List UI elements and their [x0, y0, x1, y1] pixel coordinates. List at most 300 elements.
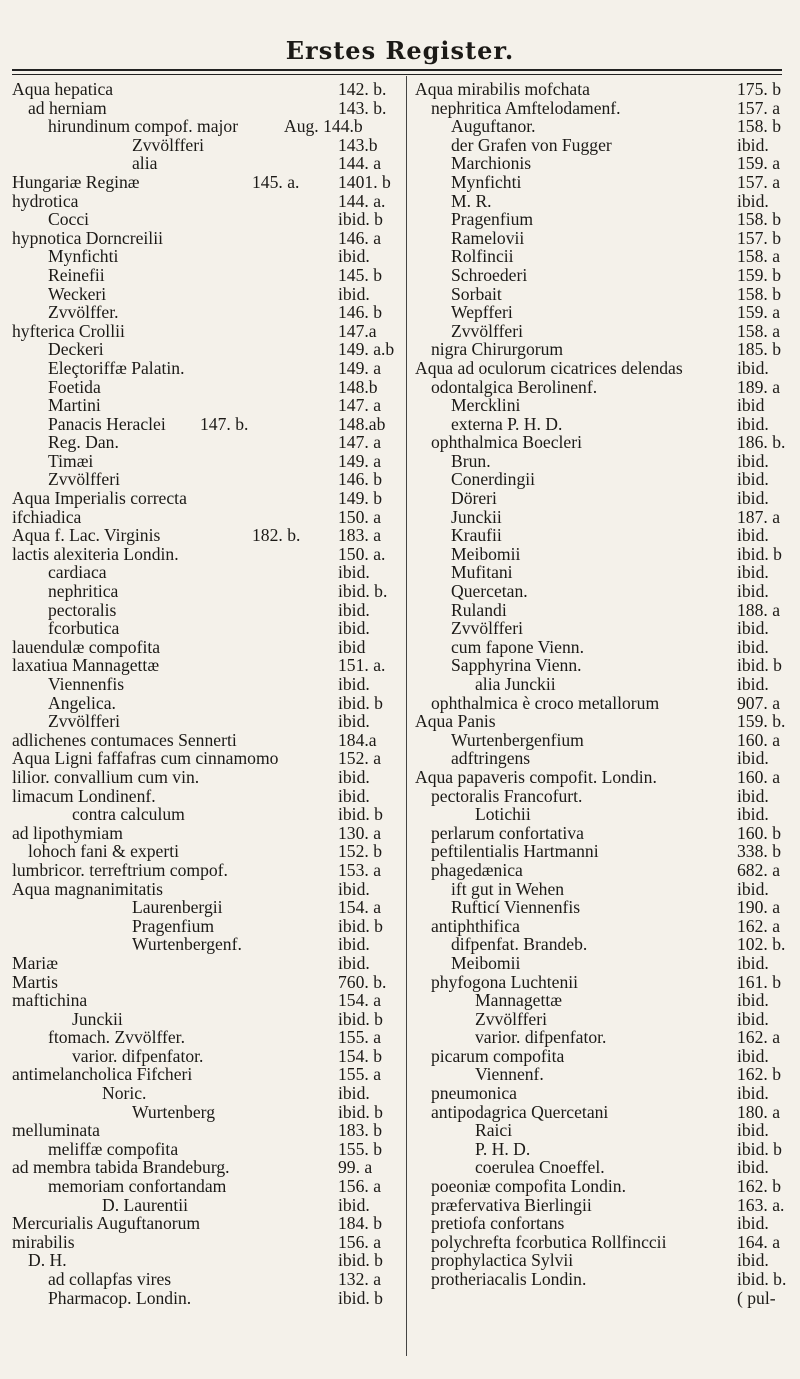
entry-page-ref: 160. a	[737, 729, 780, 750]
entry-term: Mannagettæ	[475, 990, 562, 1011]
entry-page-ref: 157. a	[737, 97, 780, 118]
entry-page-ref: ibid. b	[338, 692, 383, 713]
entry-term: der Grafen von Fugger	[451, 134, 612, 155]
entry-term: odontalgica Berolinenf.	[431, 376, 598, 397]
index-entry	[12, 1270, 400, 1289]
entry-page-ref: ibid. b.	[338, 581, 388, 602]
entry-term: Mariæ	[12, 952, 58, 973]
entry-page-ref: ibid.	[737, 134, 769, 155]
entry-page-ref: 158. a	[737, 320, 780, 341]
entry-term: Sapphyrina Vienn.	[451, 655, 582, 676]
index-entry	[12, 1233, 400, 1252]
entry-page-ref: ibid.	[338, 599, 370, 620]
index-entry	[415, 1140, 795, 1159]
entry-page-ref: 149. a	[338, 450, 381, 471]
entry-term: cum fapone Vienn.	[451, 636, 584, 657]
index-entry	[12, 508, 400, 527]
entry-page-ref: 147. a	[338, 395, 381, 416]
entry-page-ref: 183. a	[338, 525, 381, 546]
entry-page-ref: ibid.	[338, 785, 370, 806]
entry-term: Aqua Panis	[415, 711, 496, 732]
entry-page-ref: ibid.	[338, 711, 370, 732]
entry-page-ref: 190. a	[737, 897, 780, 918]
entry-term: Sorbait	[451, 283, 502, 304]
entry-page-ref: ibid.	[338, 283, 370, 304]
index-entry	[415, 787, 795, 806]
index-entry	[415, 359, 795, 378]
index-entry	[12, 1177, 400, 1196]
entry-term: maftichina	[12, 990, 88, 1011]
entry-term: Martis	[12, 971, 58, 992]
entry-page-ref: 150. a	[338, 506, 381, 527]
entry-term: hydrotica	[12, 190, 79, 211]
entry-page-ref: ibid.	[737, 952, 769, 973]
entry-page-ref: 130. a	[338, 822, 381, 843]
index-entry	[415, 768, 795, 787]
index-entry	[12, 396, 400, 415]
entry-page-ref: ibid.	[338, 674, 370, 694]
entry-page-ref: ibid.	[737, 450, 769, 471]
index-entry	[415, 861, 795, 880]
entry-term: Meibomii	[451, 543, 521, 564]
entry-term: ifchiadica	[12, 506, 82, 527]
entry-page-ref: ibid.	[737, 1045, 769, 1066]
entry-term: Raici	[475, 1120, 513, 1141]
index-entry	[415, 638, 795, 657]
index-entry	[415, 117, 795, 136]
index-entry	[12, 322, 400, 341]
index-entry	[12, 954, 400, 973]
entry-term: ftomach. Zvvölffer.	[48, 1027, 185, 1048]
entry-page-ref: 183. b	[338, 1120, 382, 1141]
entry-term: lauendulæ compofita	[12, 636, 161, 657]
entry-term: varior. difpenfator.	[72, 1045, 204, 1066]
entry-term: Aqua ad oculorum cicatrices delendas	[415, 357, 683, 378]
index-entry	[12, 1047, 400, 1066]
entry-term: ad membra tabida Brandeburg.	[12, 1157, 230, 1178]
entry-term: Viennenfis	[48, 674, 125, 694]
entry-page-ref: ibid. b	[737, 655, 782, 676]
entry-page-ref: ibid.	[338, 934, 370, 955]
entry-term: picarum compofita	[431, 1045, 565, 1066]
entry-term: melluminata	[12, 1120, 100, 1141]
entry-term: Zvvölfferi	[451, 618, 523, 639]
entry-page-ref: ibid.	[338, 878, 370, 899]
entry-page-ref: ibid.	[737, 618, 769, 639]
index-entry	[12, 359, 400, 378]
entry-page-ref: ibid. b	[338, 1008, 383, 1029]
entry-page-ref: ibid.	[737, 878, 769, 899]
entry-page-ref: ibid.	[737, 1213, 769, 1234]
entry-page-ref: ibid.	[737, 674, 769, 694]
entry-page-ref: 682. a	[737, 859, 780, 880]
entry-term: Quercetan.	[451, 581, 528, 602]
index-entry	[415, 601, 795, 620]
entry-page-ref: 151. a.	[338, 655, 386, 676]
entry-term: polychrefta fcorbutica Rollfinccii	[431, 1231, 667, 1252]
entry-page-ref: 184. b	[338, 1213, 382, 1234]
index-entry	[12, 452, 400, 471]
entry-term: ophthalmica è croco metallorum	[431, 692, 660, 713]
entry-term: meliffæ compofita	[48, 1138, 179, 1159]
index-entry	[12, 731, 400, 750]
index-entry	[12, 266, 400, 285]
index-entry	[12, 285, 400, 304]
index-entry	[12, 787, 400, 806]
index-entry	[12, 303, 400, 322]
entry-term: perlarum confortativa	[431, 822, 584, 843]
entry-page-ref: ibid.	[737, 357, 769, 378]
index-entry	[12, 229, 400, 248]
index-entry	[12, 768, 400, 787]
index-entry	[12, 1028, 400, 1047]
index-entry	[12, 1140, 400, 1159]
index-entry	[12, 117, 400, 136]
index-entry	[12, 1103, 400, 1122]
entry-page-ref: 185. b	[737, 339, 781, 360]
entry-term: Kraufii	[451, 525, 502, 546]
index-entry	[415, 415, 795, 434]
entry-page-ref: ibid.	[737, 1083, 769, 1104]
entry-page-ref: ibid. b	[338, 915, 383, 936]
entry-term: Timæi	[48, 450, 94, 471]
index-entry	[415, 210, 795, 229]
index-entry	[415, 675, 795, 694]
entry-term: Zvvölffer.	[48, 302, 119, 323]
index-entry	[415, 1251, 795, 1270]
index-entry	[12, 192, 400, 211]
index-entry	[12, 917, 400, 936]
entry-term: pectoralis Francofurt.	[431, 785, 583, 806]
entry-page-ref: 148.ab	[338, 413, 386, 434]
entry-page-ref: ibid.	[737, 990, 769, 1011]
entry-page-ref: 149. a.b	[338, 339, 395, 360]
entry-term: Rulandi	[451, 599, 507, 620]
index-entry	[415, 452, 795, 471]
index-entry	[12, 973, 400, 992]
entry-page-ref: ibid. b	[338, 1101, 383, 1122]
index-entry	[12, 935, 400, 954]
index-entry	[415, 991, 795, 1010]
entry-term: memoriam confortandam	[48, 1176, 227, 1197]
entry-page-ref: ibid.	[737, 1250, 769, 1271]
entry-term: Martini	[48, 395, 101, 416]
entry-term: Döreri	[451, 488, 497, 509]
index-entry	[12, 173, 400, 192]
entry-term: lilior. convallium cum vin.	[12, 766, 200, 787]
entry-page-ref: ibid.	[737, 804, 769, 825]
entry-term: Aqua papaveris compofit. Londin.	[415, 766, 657, 787]
index-entry	[12, 712, 400, 731]
entry-page-ref: 162. a	[737, 915, 780, 936]
entry-page-ref: 158. b	[737, 283, 781, 304]
index-entry	[12, 210, 400, 229]
entry-term: Pragenfium	[451, 209, 534, 230]
index-entry	[415, 545, 795, 564]
entry-term: ad lipothymiam	[12, 822, 123, 843]
entry-page-ref: 155. a	[338, 1064, 381, 1085]
entry-page-ref: 142. b.	[338, 79, 387, 99]
index-entry	[415, 1214, 795, 1233]
index-entry	[415, 136, 795, 155]
index-entry	[415, 1047, 795, 1066]
entry-page-ref: 150. a.	[338, 543, 386, 564]
entry-term: phagedænica	[431, 859, 523, 880]
entry-term: adftringens	[451, 748, 531, 769]
entry-term: Zvvölfferi	[48, 469, 120, 490]
index-entry	[12, 1196, 400, 1215]
entry-page-ref: ibid. b	[338, 804, 383, 825]
index-entry	[12, 656, 400, 675]
entry-page-ref: 156. a	[338, 1231, 381, 1252]
entry-term: Mercurialis Auguftanorum	[12, 1213, 201, 1234]
entry-page-ref: ibid. b	[338, 1250, 383, 1271]
index-entry	[415, 935, 795, 954]
entry-page-ref: ibid.	[737, 488, 769, 509]
index-entry	[415, 712, 795, 731]
entry-page-ref: 156. a	[338, 1176, 381, 1197]
entry-page-ref: 907. a	[737, 692, 780, 713]
entry-term: Junckii	[72, 1008, 123, 1029]
index-entry	[415, 396, 795, 415]
index-entry	[12, 861, 400, 880]
entry-page-ref: 162. b	[737, 1176, 781, 1197]
entry-term: Aqua Imperialis correcta	[12, 488, 187, 509]
index-entry	[415, 1158, 795, 1177]
index-entry	[12, 415, 400, 434]
index-entry	[415, 192, 795, 211]
entry-page-ref: ibid.	[737, 562, 769, 583]
entry-term: Schroederi	[451, 264, 528, 285]
entry-term: ophthalmica Boecleri	[431, 432, 582, 453]
index-entry	[12, 378, 400, 397]
index-entry	[415, 378, 795, 397]
index-entry	[415, 489, 795, 508]
entry-page-ref: 155. b	[338, 1138, 382, 1159]
entry-term: ad collapfas vires	[48, 1269, 172, 1289]
index-entry	[415, 526, 795, 545]
index-entry	[415, 322, 795, 341]
index-entry	[415, 1084, 795, 1103]
entry-term: Mynfichti	[451, 171, 522, 192]
index-entry	[12, 824, 400, 843]
entry-page-ref: 189. a	[737, 376, 780, 397]
entry-page-ref: 146. a	[338, 227, 381, 248]
entry-term: Zvvölfferi	[451, 320, 523, 341]
entry-term: nephritica	[48, 581, 119, 602]
index-entry	[415, 433, 795, 452]
entry-page-ref: ibid. b	[338, 209, 383, 230]
entry-term: difpenfat. Brandeb.	[451, 934, 588, 955]
index-entry	[415, 805, 795, 824]
entry-term: Reg. Dan.	[48, 432, 119, 453]
entry-term: Cocci	[48, 209, 90, 230]
entry-term: adlichenes contumaces Sennerti	[12, 729, 237, 750]
entry-page-ref: ibid. b	[338, 1287, 383, 1308]
entry-page-ref: 132. a	[338, 1269, 381, 1289]
entry-term: D. H.	[28, 1250, 67, 1271]
entry-page-ref: 143. b.	[338, 97, 387, 118]
entry-page-ref: 144. a	[338, 153, 381, 174]
entry-page-ref: ( pul-	[737, 1287, 776, 1308]
entry-term: Deckeri	[48, 339, 104, 360]
entry-page-ref: ibid. b	[737, 1138, 782, 1159]
index-entry	[415, 173, 795, 192]
entry-page-ref: 158. b	[737, 209, 781, 230]
entry-term: varior. difpenfator.	[475, 1027, 607, 1048]
index-entry	[12, 1121, 400, 1140]
index-entry	[415, 1121, 795, 1140]
right-column	[415, 80, 795, 1307]
entry-page-ref: 187. a	[737, 506, 780, 527]
entry-term: Aqua mirabilis mofchata	[415, 79, 590, 99]
entry-page-ref: ibid.	[338, 766, 370, 787]
entry-page-ref: 154. b	[338, 1045, 382, 1066]
entry-term: poeoniæ compofita Londin.	[431, 1176, 626, 1197]
entry-page-ref: ibid	[737, 395, 765, 416]
entry-term: Pragenfium	[132, 915, 215, 936]
entry-page-ref: 146. b	[338, 302, 382, 323]
entry-term: contra calculum	[72, 804, 185, 825]
entry-term: antimelancholica Fifcheri	[12, 1064, 193, 1085]
entry-term: Wurtenberg	[132, 1101, 215, 1122]
entry-page-ref: 99. a	[338, 1157, 373, 1178]
entry-page-ref: Aug. 144.b	[284, 116, 363, 137]
index-entry	[12, 340, 400, 359]
entry-term: protheriacalis Londin.	[431, 1269, 587, 1289]
index-entry	[12, 563, 400, 582]
index-entry	[415, 508, 795, 527]
entry-term: Viennenf.	[475, 1064, 544, 1085]
entry-term: ift gut in Wehen	[451, 878, 565, 899]
entry-page-ref: 152. b	[338, 841, 382, 862]
index-entry	[415, 266, 795, 285]
entry-term: Wepfferi	[451, 302, 513, 323]
entry-term: Pharmacop. Londin.	[48, 1287, 192, 1308]
entry-term: Aqua f. Lac. Virginis	[12, 525, 161, 546]
entry-term: alia Junckii	[475, 674, 556, 694]
index-entry	[415, 917, 795, 936]
index-entry	[415, 303, 795, 322]
entry-page-ref: 162. a	[737, 1027, 780, 1048]
entry-term: externa P. H. D.	[451, 413, 563, 434]
entry-page-ref: 145. b	[338, 264, 382, 285]
index-entry	[12, 898, 400, 917]
index-entry	[12, 619, 400, 638]
entry-term: prophylactica Sylvii	[431, 1250, 574, 1271]
index-entry	[12, 470, 400, 489]
entry-term: Hungariæ Reginæ	[12, 171, 140, 192]
entry-term: Conerdingii	[451, 469, 536, 490]
entry-page-ref: 147. a	[338, 432, 381, 453]
index-entry	[12, 805, 400, 824]
entry-page-ref: 164. a	[737, 1231, 780, 1252]
entry-term: Rufticí Viennenfis	[451, 897, 581, 918]
entry-page-ref: ibid.	[338, 618, 370, 639]
index-entry	[12, 638, 400, 657]
entry-term: Eleçtoriffæ Palatin.	[48, 357, 185, 378]
entry-term: laxatiua Mannagettæ	[12, 655, 160, 676]
entry-term: Brun.	[451, 450, 491, 471]
entry-page-ref: ibid.	[737, 581, 769, 602]
entry-term: Weckeri	[48, 283, 107, 304]
entry-term: mirabilis	[12, 1231, 75, 1252]
entry-term: hypnotica Dorncreilii	[12, 227, 163, 248]
entry-page-ref: 102. b.	[737, 934, 786, 955]
entry-page-ref-secondary: 145. a.	[252, 171, 300, 192]
entry-term: pneumonica	[431, 1083, 517, 1104]
entry-page-ref: ibid.	[737, 636, 769, 657]
entry-page-ref-secondary: 147. b.	[200, 413, 249, 434]
index-entry	[415, 824, 795, 843]
index-entry	[12, 545, 400, 564]
index-entry	[12, 601, 400, 620]
index-entry	[12, 842, 400, 861]
entry-term: Lotichii	[475, 804, 531, 825]
entry-term: antipodagrica Quercetani	[431, 1101, 609, 1122]
entry-term: Junckii	[451, 506, 502, 527]
entry-term: alia	[132, 153, 158, 174]
entry-page-ref: 149. a	[338, 357, 381, 378]
entry-page-ref: 144. a.	[338, 190, 386, 211]
entry-page-ref: ibid.	[338, 952, 370, 973]
entry-term: præfervativa Bierlingii	[431, 1194, 592, 1215]
entry-page-ref: 158. b	[737, 116, 781, 137]
entry-page-ref: 1401. b	[338, 171, 391, 192]
entry-term: lumbricor. terreftrium compof.	[12, 859, 228, 880]
entry-page-ref: 163. a.	[737, 1194, 785, 1215]
entry-term: Laurenbergii	[132, 897, 223, 918]
entry-term: Ramelovii	[451, 227, 525, 248]
index-entry	[12, 1010, 400, 1029]
entry-page-ref: 143.b	[338, 134, 378, 155]
index-entry	[12, 1251, 400, 1270]
index-entry	[415, 1065, 795, 1084]
header-rule-thin	[12, 74, 782, 75]
entry-page-ref: 155. a	[338, 1027, 381, 1048]
index-entry	[415, 973, 795, 992]
index-entry	[12, 99, 400, 118]
entry-page-ref: 180. a	[737, 1101, 780, 1122]
index-entry	[415, 731, 795, 750]
index-entry	[12, 675, 400, 694]
index-entry	[12, 694, 400, 713]
index-entry	[12, 880, 400, 899]
entry-term: Zvvölfferi	[48, 711, 120, 732]
entry-page-ref: ibid.	[737, 1157, 769, 1178]
entry-term: lactis alexiteria Londin.	[12, 543, 179, 564]
entry-page-ref: 175. b	[737, 79, 781, 99]
entry-page-ref: 154. a	[338, 990, 381, 1011]
index-entry	[415, 247, 795, 266]
index-entry	[415, 154, 795, 173]
entry-page-ref: 157. b	[737, 227, 781, 248]
index-entry	[415, 1233, 795, 1252]
index-entry	[415, 954, 795, 973]
entry-page-ref: 338. b	[737, 841, 781, 862]
entry-term: M. R.	[451, 190, 492, 211]
index-entry	[415, 842, 795, 861]
index-entry	[12, 1158, 400, 1177]
entry-page-ref: 149. b	[338, 488, 382, 509]
entry-page-ref: ibid.	[338, 1083, 370, 1104]
entry-page-ref: ibid.	[737, 413, 769, 434]
entry-page-ref: ibid.	[737, 748, 769, 769]
entry-term: hirundinum compof. major	[48, 116, 239, 137]
index-entry	[415, 1270, 795, 1289]
entry-term: pretiofa confortans	[431, 1213, 565, 1234]
entry-page-ref: 161. b	[737, 971, 781, 992]
